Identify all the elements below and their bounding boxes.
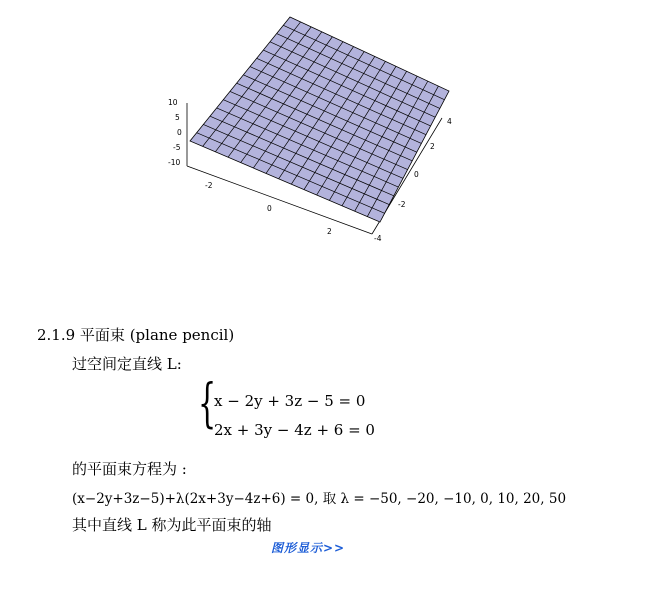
axis-description: 其中直线 L 称为此平面束的轴 bbox=[72, 516, 272, 534]
z-tick-label: -5 bbox=[173, 143, 181, 152]
y-tick-label: 0 bbox=[414, 170, 419, 179]
surface-plot bbox=[160, 10, 460, 250]
left-brace: { bbox=[198, 374, 217, 434]
z-axis-ticks bbox=[168, 98, 182, 167]
z-tick-label: -10 bbox=[168, 158, 181, 167]
equation-system bbox=[198, 374, 378, 446]
x-tick-label: 2 bbox=[327, 227, 332, 236]
z-tick-label: 10 bbox=[168, 98, 178, 107]
x-tick-label: -2 bbox=[205, 181, 213, 190]
y-tick-label: -4 bbox=[374, 234, 382, 243]
y-tick-label: 2 bbox=[430, 142, 435, 151]
pencil-equation-label: 的平面束方程为 : bbox=[72, 460, 187, 478]
z-tick-label: 5 bbox=[175, 113, 180, 122]
section-heading: 2.1.9 平面束 (plane pencil) bbox=[37, 326, 235, 344]
y-tick-label: 4 bbox=[447, 117, 452, 126]
equation-1: x − 2y + 3z − 5 = 0 bbox=[214, 392, 366, 410]
y-tick-label: -2 bbox=[398, 200, 406, 209]
equation-2: 2x + 3y − 4z + 6 = 0 bbox=[214, 421, 375, 439]
show-graph-link[interactable]: 图形显示>> bbox=[271, 541, 346, 555]
z-tick-label: 0 bbox=[177, 128, 182, 137]
intro-text: 过空间定直线 L: bbox=[72, 355, 182, 373]
x-tick-label: 0 bbox=[267, 204, 272, 213]
pencil-equation: (x−2y+3z−5)+λ(2x+3y−4z+6) = 0, 取 λ = −50, −20, −10, 0, 10, 20, 50 bbox=[72, 491, 567, 507]
